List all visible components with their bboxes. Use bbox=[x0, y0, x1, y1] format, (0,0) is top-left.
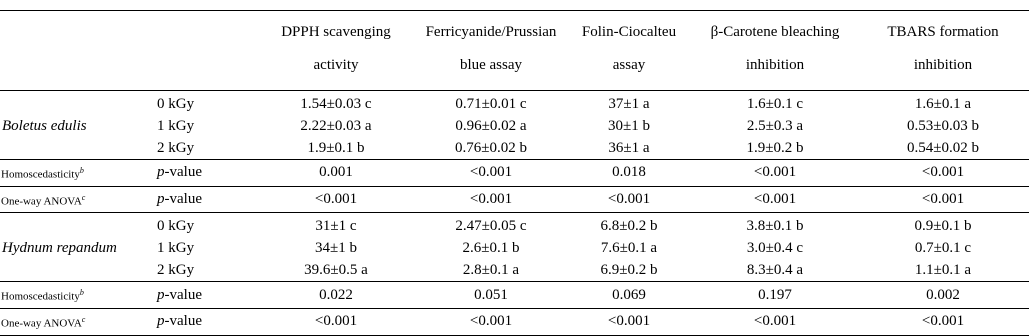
value-cell: 0.54±0.02 b bbox=[907, 139, 979, 156]
header-ferricyanide-line2: blue assay bbox=[417, 43, 565, 91]
header-dpph-line2: activity bbox=[255, 43, 417, 91]
p-value-cell: <0.001 bbox=[255, 186, 417, 213]
p-value-cell: 0.022 bbox=[255, 282, 417, 309]
dose-label: 2 kGy bbox=[157, 139, 195, 156]
header-tbars: TBARS formation bbox=[887, 24, 999, 40]
value-cell: 30±1 b bbox=[608, 117, 650, 134]
p-value-cell: 0.002 bbox=[857, 282, 1029, 309]
statistic-label bbox=[155, 186, 255, 213]
value-cell: 6.9±0.2 b bbox=[600, 261, 658, 278]
value-cell: 3.0±0.4 c bbox=[746, 239, 804, 256]
value-cell: 1.6±0.1 a bbox=[914, 95, 972, 112]
statistic-symbol: p bbox=[157, 313, 165, 330]
dose-label: 0 kGy bbox=[157, 95, 195, 112]
value-cell: 36±1 a bbox=[608, 139, 650, 156]
dose-label: 2 kGy bbox=[157, 261, 195, 278]
species-name: Boletus edulis bbox=[2, 117, 87, 134]
test-name: Homoscedasticity bbox=[1, 168, 80, 181]
value-cell: 37±1 a bbox=[608, 95, 650, 112]
p-value-cell: 0.197 bbox=[693, 282, 857, 309]
header-tbars-line2: inhibition bbox=[857, 43, 1029, 91]
footnote-marker: b bbox=[79, 166, 84, 175]
p-value-cell: <0.001 bbox=[857, 186, 1029, 213]
header-empty-cell bbox=[0, 11, 155, 44]
value-cell: 2.8±0.1 a bbox=[462, 261, 520, 278]
p-value-cell: <0.001 bbox=[565, 308, 693, 335]
value-cell: 1.6±0.1 c bbox=[746, 95, 804, 112]
anova-row bbox=[0, 308, 1029, 335]
header-carotene-line2: inhibition bbox=[693, 43, 857, 91]
value-cell: 1.9±0.2 b bbox=[746, 139, 804, 156]
value-cell: 1.1±0.1 a bbox=[914, 261, 972, 278]
test-name: Homoscedasticity bbox=[1, 290, 80, 303]
table-row bbox=[0, 91, 1029, 116]
statistic-label bbox=[155, 308, 255, 335]
value-cell: 7.6±0.1 a bbox=[600, 239, 658, 256]
test-label bbox=[0, 186, 155, 213]
statistic-symbol: p bbox=[157, 286, 165, 303]
statistic-suffix: -value bbox=[164, 313, 202, 330]
test-name: One-way ANOVA bbox=[1, 195, 82, 208]
statistic-suffix: -value bbox=[164, 286, 202, 303]
p-value-cell: 0.069 bbox=[565, 282, 693, 309]
header-ferricyanide: Ferricyanide/Prussian bbox=[425, 24, 557, 40]
value-cell: 1.9±0.1 b bbox=[307, 139, 365, 156]
test-label bbox=[0, 160, 155, 187]
p-value-cell: <0.001 bbox=[693, 186, 857, 213]
footnote-marker: c bbox=[81, 192, 86, 202]
value-cell: 2.6±0.1 b bbox=[462, 239, 520, 256]
table-row bbox=[0, 115, 1029, 137]
statistic-label bbox=[155, 282, 255, 309]
header-empty-cell bbox=[155, 11, 255, 44]
p-value-cell: <0.001 bbox=[693, 308, 857, 335]
statistic-suffix: -value bbox=[164, 190, 202, 207]
table-row bbox=[0, 259, 1029, 282]
value-cell: 2.5±0.3 a bbox=[746, 117, 804, 134]
header-folin: Folin-Ciocalteu bbox=[581, 24, 677, 40]
anova-row bbox=[0, 186, 1029, 213]
value-cell: 2.47±0.05 c bbox=[417, 213, 565, 238]
value-cell: 2.22±0.03 a bbox=[300, 117, 372, 134]
species-name: Hydnum repandum bbox=[0, 213, 155, 282]
statistic-symbol: p bbox=[157, 190, 165, 207]
value-cell: 0.7±0.1 c bbox=[914, 239, 972, 256]
value-cell: 8.3±0.4 a bbox=[746, 261, 804, 278]
p-value-cell: 0.018 bbox=[565, 160, 693, 187]
p-value-cell: <0.001 bbox=[417, 308, 565, 335]
value-cell: 31±1 c bbox=[255, 213, 417, 238]
p-value-cell: 0.051 bbox=[417, 282, 565, 309]
p-value-cell: <0.001 bbox=[417, 160, 565, 187]
value-cell: 1.54±0.03 c bbox=[300, 95, 372, 112]
p-value-cell: <0.001 bbox=[565, 186, 693, 213]
value-cell: 0.76±0.02 b bbox=[455, 139, 527, 156]
footnote-marker: b bbox=[79, 288, 84, 298]
header-empty-cell bbox=[155, 43, 255, 91]
header-folin-line2: assay bbox=[565, 43, 693, 91]
p-value-cell: <0.001 bbox=[857, 308, 1029, 335]
value-cell: 0.9±0.1 b bbox=[857, 213, 1029, 238]
homoscedasticity-row bbox=[0, 282, 1029, 309]
antioxidant-results-table bbox=[0, 10, 1029, 336]
p-value-cell: 0.001 bbox=[255, 160, 417, 187]
value-cell: 34±1 b bbox=[315, 239, 357, 256]
dose-label: 1 kGy bbox=[157, 239, 195, 256]
homoscedasticity-row bbox=[0, 160, 1029, 187]
table-row bbox=[0, 237, 1029, 259]
value-cell: 3.8±0.1 b bbox=[693, 213, 857, 238]
test-label bbox=[0, 308, 155, 335]
header-empty-cell bbox=[0, 43, 155, 91]
p-value-cell: <0.001 bbox=[255, 308, 417, 335]
statistic-symbol: p bbox=[157, 164, 165, 181]
table-row bbox=[0, 137, 1029, 160]
table-header bbox=[0, 11, 1029, 91]
p-value-cell: <0.001 bbox=[417, 186, 565, 213]
header-carotene: β-Carotene bleaching bbox=[710, 24, 840, 40]
p-value-cell: <0.001 bbox=[693, 160, 857, 187]
test-label bbox=[0, 282, 155, 309]
dose-label: 1 kGy bbox=[157, 117, 195, 134]
value-cell: 39.6±0.5 a bbox=[304, 261, 368, 278]
table-row bbox=[0, 213, 1029, 238]
dose-label: 0 kGy bbox=[155, 213, 255, 238]
value-cell: 0.53±0.03 b bbox=[907, 117, 979, 134]
footnote-marker: c bbox=[81, 314, 86, 324]
p-value-cell: <0.001 bbox=[857, 160, 1029, 187]
statistic-label bbox=[155, 160, 255, 187]
test-name: One-way ANOVA bbox=[1, 317, 82, 330]
value-cell: 0.96±0.02 a bbox=[455, 117, 527, 134]
statistic-suffix: -value bbox=[164, 164, 202, 181]
table-body bbox=[0, 91, 1029, 336]
value-cell: 6.8±0.2 b bbox=[565, 213, 693, 238]
header-dpph: DPPH scavenging bbox=[281, 24, 391, 40]
value-cell: 0.71±0.01 c bbox=[455, 95, 527, 112]
